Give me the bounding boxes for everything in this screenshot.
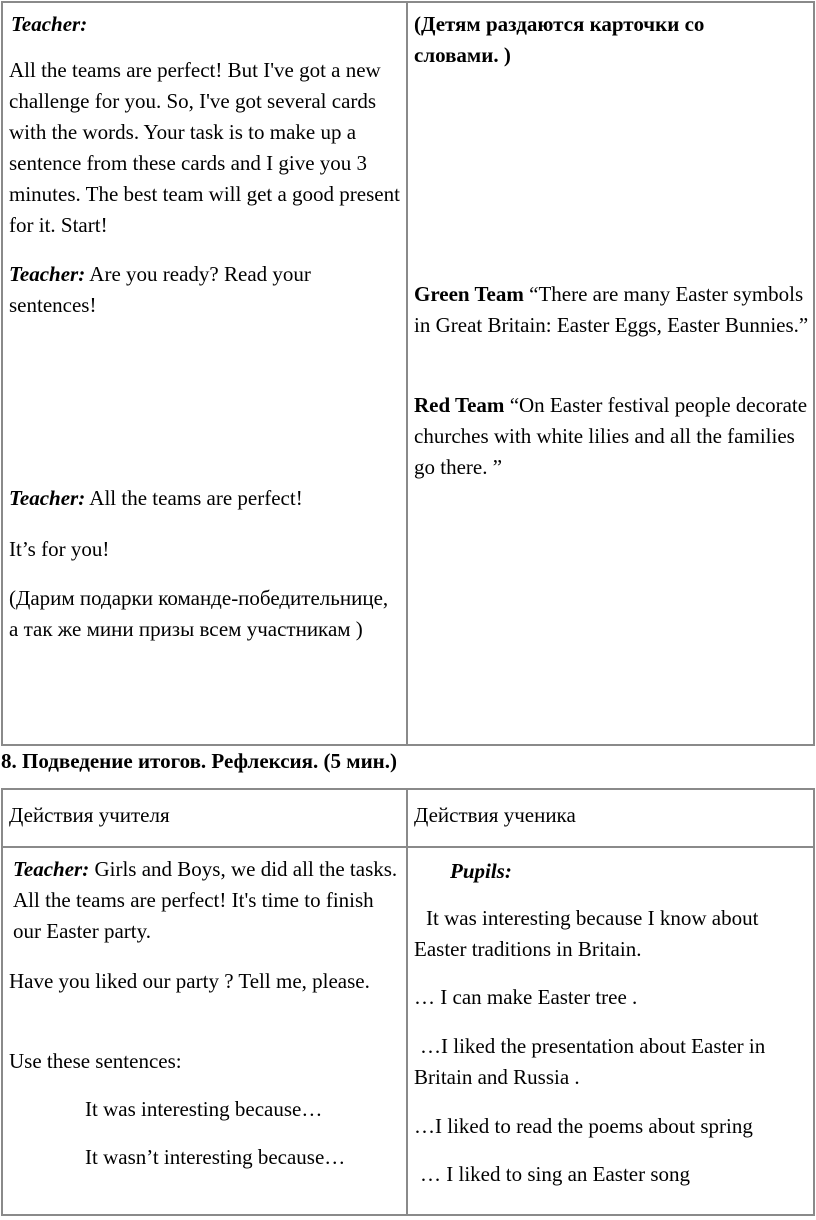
header-pupil-actions: Действия ученика xyxy=(414,803,576,827)
red-team-paragraph xyxy=(414,390,809,483)
header-teacher-actions: Действия учителя xyxy=(9,803,170,827)
reflection-teacher-text: Girls and Boys, we did all the tasks. All the teams are perfect! It's time to finish our Easter party. xyxy=(13,857,398,943)
teacher-label-2: Teacher: xyxy=(9,262,86,286)
reflection-pupil-cell xyxy=(407,847,814,1215)
green-team-label: Green Team xyxy=(414,282,524,306)
red-team-label: Red Team xyxy=(414,393,505,417)
pupil-answer-4: …I liked to read the poems about spring xyxy=(414,1114,753,1138)
red-team-text: “On Easter festival people decorate churches with white lilies and all the families go there. ” xyxy=(414,393,808,479)
header-pupil-cell xyxy=(407,789,814,847)
teacher-ready-paragraph xyxy=(9,259,402,321)
sentence-starter-1: It was interesting because… xyxy=(85,1097,323,1121)
sentence-starter-2: It wasn’t interesting because… xyxy=(85,1145,346,1169)
teacher-label-3: Teacher: xyxy=(9,486,86,510)
pupils-label: Pupils: xyxy=(450,859,512,883)
reflection-teacher-paragraph xyxy=(13,854,402,947)
teacher-label-1: Teacher: xyxy=(11,12,88,36)
reflection-teacher-cell xyxy=(2,847,407,1215)
gifts-note: (Дарим подарки команде-победительнице, а так же мини призы всем участникам ) xyxy=(9,586,389,641)
teacher-ready-text: Are you ready? Read your sentences! xyxy=(9,262,311,317)
pupil-answer-1: It was interesting because I know about Easter traditions in Britain. xyxy=(414,906,759,961)
green-team-paragraph xyxy=(414,279,809,341)
teacher-challenge-text: All the teams are perfect! But I've got a new challenge for you. So, I've got several cards with the words. Your task is to make up a sentence from these cards and I give you 3 minutes. The best team will get a good present for it. Start! xyxy=(9,58,400,237)
teacher-perfect-text: All the teams are perfect! xyxy=(85,486,303,510)
use-sentences-text: Use these sentences: xyxy=(9,1049,182,1073)
teacher-perfect-paragraph xyxy=(9,483,402,514)
lesson-table-top xyxy=(1,1,815,746)
section-heading: 8. Подведение итогов. Рефлексия. (5 мин.) xyxy=(1,749,398,773)
teacher-column-cell xyxy=(2,2,407,745)
for-you-text: It’s for you! xyxy=(9,537,110,561)
pupil-answer-2: … I can make Easter tree . xyxy=(414,985,638,1009)
header-teacher-cell xyxy=(2,789,407,847)
green-team-text: “There are many Easter symbols in Great Britain: Easter Eggs, Easter Bunnies.” xyxy=(414,282,809,337)
pupil-answer-3: …I liked the presentation about Easter in Britain and Russia . xyxy=(414,1034,766,1089)
cards-note: (Детям раздаются карточки со словами. ) xyxy=(414,12,705,67)
pupil-column-cell xyxy=(407,2,814,745)
reflection-teacher-label: Teacher: xyxy=(13,857,90,881)
party-question: Have you liked our party ? Tell me, please. xyxy=(9,969,370,993)
lesson-table-bottom xyxy=(1,788,815,1216)
pupil-answer-5: … I liked to sing an Easter song xyxy=(420,1162,691,1186)
